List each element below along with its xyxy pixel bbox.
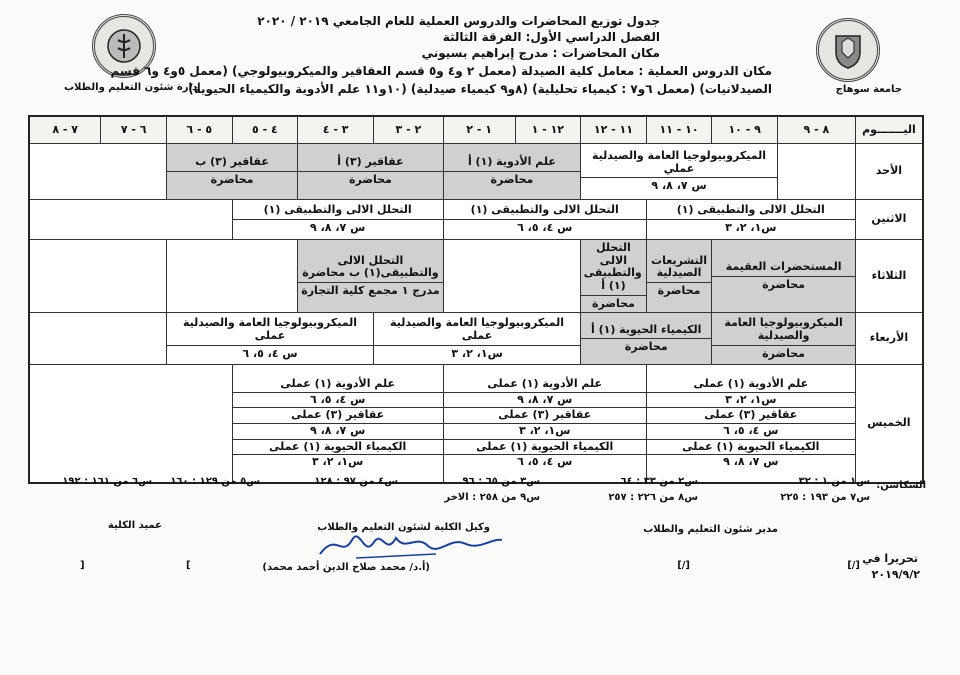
empty-slot [166,240,297,313]
section-range: س٦ من ١٦١ : ١٩٢ [62,476,152,487]
slot-cell [712,313,856,365]
slot-cell [374,313,581,365]
right-logo-caption: جامعة سوهاج [835,84,902,95]
room-label: س ٧، ٨، ٩ [444,392,646,408]
lecture-place: مكان المحاضرات : مدرج إبراهيم بسيوني [421,46,660,60]
bracket-right: [/] [847,560,860,571]
course-title: الكيمياء الحيوية (١) عملى [444,439,646,455]
slot-cell [232,200,443,240]
room-label: س١، ٢، ٣ [233,454,443,470]
room-label: س ٧، ٨، ٩ [647,454,855,470]
room-label: س١، ٢، ٣ [444,423,646,439]
header-row [29,116,923,144]
slot-cell [166,313,373,365]
bracket-left-close: ] [186,560,191,571]
slot-cell [443,200,646,240]
course-title: عقاقير (٣) عملى [233,407,443,423]
slot-cell [581,240,647,313]
lecture-type: محاضرة [581,295,646,313]
section-range: س٢ من ٣٣ : ٦٤ [620,476,698,487]
col-header: ٥ - ٦ [166,116,232,144]
slot-cell [712,240,856,313]
issue-date: ٢٠١٩/٩/٢ [871,568,920,581]
course-title: الكيمياء الحيوية (١) أ [590,322,702,336]
lecture-type: محاضرة [712,345,855,363]
slot-cell [232,365,443,483]
day-label: الخميس [855,365,923,483]
row-wednesday [29,313,923,365]
course-title: علم الأدوية (١) أ [467,155,556,169]
signature-graphic [316,528,506,562]
empty-slot [29,365,232,483]
room-label: س ٤، ٥، ٦ [444,454,646,470]
col-header: ١٢ - ١ [515,116,581,144]
course-title: عقاقير (٣) ب [195,155,269,169]
dean-title: عميد الكلية [107,520,162,531]
bracket-mid: [/] [677,560,690,571]
course-title: التحلل الالى والتطبيقى (١) أ [583,241,642,292]
course-title: التحلل الالى والتطبيقى(١) ب محاضرة [302,253,439,280]
course-title: الميكروبيولوجيا العامة والصيدلية عملي [592,149,767,175]
course-title: عقاقير (٣) عملى [647,407,855,423]
section-range: س٣ من ٦٥ : ٩٦ [462,476,540,487]
slot-cell [646,240,712,313]
lab-group [444,377,646,470]
room-label: س ٧، ٨، ٩ [581,177,777,195]
slot-cell [166,144,297,200]
day-label: الأحد [855,144,923,200]
col-header: ٨ - ٩ [777,116,855,144]
empty-slot [29,240,166,313]
sohag-university-logo [816,18,880,82]
lab-group [233,377,443,470]
room-label: س ٧، ٨، ٩ [233,423,443,439]
empty-slot [29,144,166,200]
day-label: الأربعاء [855,313,923,365]
course-title: التحلل الالى والتطبيقى (١) [470,203,619,217]
vice-dean-name: (أ.د/ محمد صلاح الدين أحمد محمد) [262,562,430,573]
course-title: التشريعات الصيدلية [651,253,707,280]
director-title: مدير شئون التعليم والطلاب [643,524,778,535]
sections-label: السكاشن: [876,480,926,491]
room-label: س١، ٢، ٣ [374,345,580,363]
slot-cell [298,240,444,313]
course-title: الميكروبيولوجيا العامة والصيدلية عملى [390,316,565,342]
col-header: ١ - ٢ [443,116,515,144]
col-header: ١٠ - ١١ [646,116,712,144]
course-title: عقاقير (٣) أ [337,155,404,169]
lab-place-line-2: الصيدلانيات) (معمل ٦و٧ : كيمياء تحليلية) (٨و٩ كيمياء صيدلية) (١٠و١١ علم الأدوية والكيمياء الحيوية) [188,82,772,96]
dated-label: تحريرا في [862,552,918,565]
row-sunday [29,144,923,200]
col-header: ٩ - ١٠ [712,116,778,144]
room-label: س ٤، ٥، ٦ [647,423,855,439]
row-thursday [29,365,923,483]
vice-dean-title: وكيل الكلية لشئون التعليم والطلاب [317,522,490,533]
col-header: ٢ - ٣ [374,116,444,144]
col-header: ٤ - ٥ [232,116,298,144]
left-logo-caption: إدارة شئون التعليم والطلاب [64,82,201,93]
lecture-type: محاضرة [167,171,297,189]
col-header: ١١ - ١٢ [581,116,647,144]
section-range: س١ من ١ : ٣٢ [798,476,870,487]
page-title: جدول توزيع المحاضرات والدروس العملية للعام الجامعي ٢٠١٩ / ٢٠٢٠ [257,14,660,28]
room-label: س ٤، ٥، ٦ [233,392,443,408]
day-label: الاثنين [855,200,923,240]
course-title: الميكروبيولوجيا العامة والصيدلية عملى [182,316,357,342]
course-title: علم الأدوية (١) عملى [693,377,809,391]
section-range: س٩ من ٢٥٨ : الاخر [444,492,540,503]
row-tuesday [29,240,923,313]
semester-line: الفصل الدراسي الأول: الفرقة الثالثة [442,30,660,44]
empty-slot [29,200,232,240]
bracket-left-open: [ [80,560,85,571]
room-label: س ٤، ٥، ٦ [167,345,373,363]
slot-cell [646,200,855,240]
section-range: س٥ من ١٢٩ : ١٦٠ [170,476,260,487]
slot-cell [443,144,580,200]
slot-cell [298,144,444,200]
col-header: ٣ - ٤ [298,116,374,144]
row-monday [29,200,923,240]
slot-cell [581,144,778,200]
course-title: عقاقير (٣) عملى [444,407,646,423]
day-label: الثلاثاء [855,240,923,313]
slot-cell [646,365,855,483]
course-title: علم الأدوية (١) عملى [487,377,603,391]
section-range: س٧ من ١٩٣ : ٢٢٥ [780,492,870,503]
lab-group [647,377,855,470]
empty-slot [443,240,580,313]
room-label: س١، ٢، ٣ [647,219,855,237]
col-header: ٦ - ٧ [101,116,167,144]
room-label: س ٤، ٥، ٦ [444,219,646,237]
empty-slot [29,313,166,365]
course-title: التحلل الالى والتطبيقى (١) [676,203,825,217]
col-header-day: اليـــــــوم [855,116,923,144]
section-range: س٨ من ٢٢٦ : ٢٥٧ [608,492,698,503]
slot-cell [581,313,712,365]
course-title: الكيمياء الحيوية (١) عملى [647,439,855,455]
section-range: س٤ من ٩٧ : ١٢٨ [314,476,398,487]
course-title: علم الأدوية (١) عملى [280,377,395,391]
lab-place-line-1: مكان الدروس العملية : معامل كلية الصيدلة (معمل ٢ و٤ و٥ قسم العقاقير والميكروبيولوجي) (معمل ٥و٤ و٦ قسم [110,64,772,78]
col-header: ٧ - ٨ [29,116,101,144]
course-title: الكيمياء الحيوية (١) عملى [233,439,443,455]
room-label: مدرج ١ مجمع كلية التجارة [298,282,443,300]
course-title: الميكروبيولوجيا العامة والصيدلية [724,316,843,342]
course-title: التحلل الالى والتطبيقى (١) [263,203,412,217]
slot-cell [443,365,646,483]
lecture-type: محاضرة [712,276,855,294]
schedule-table [28,115,924,484]
lecture-type: محاضرة [581,338,711,356]
room-label: س ٧، ٨، ٩ [233,219,443,237]
lecture-type: محاضرة [298,171,443,189]
room-label: س١، ٢، ٣ [647,392,855,408]
course-title: المستحضرات العقيمة [725,259,842,273]
empty-slot [777,144,855,200]
lecture-type: محاضرة [444,171,580,189]
lecture-type: محاضرة [647,282,712,300]
